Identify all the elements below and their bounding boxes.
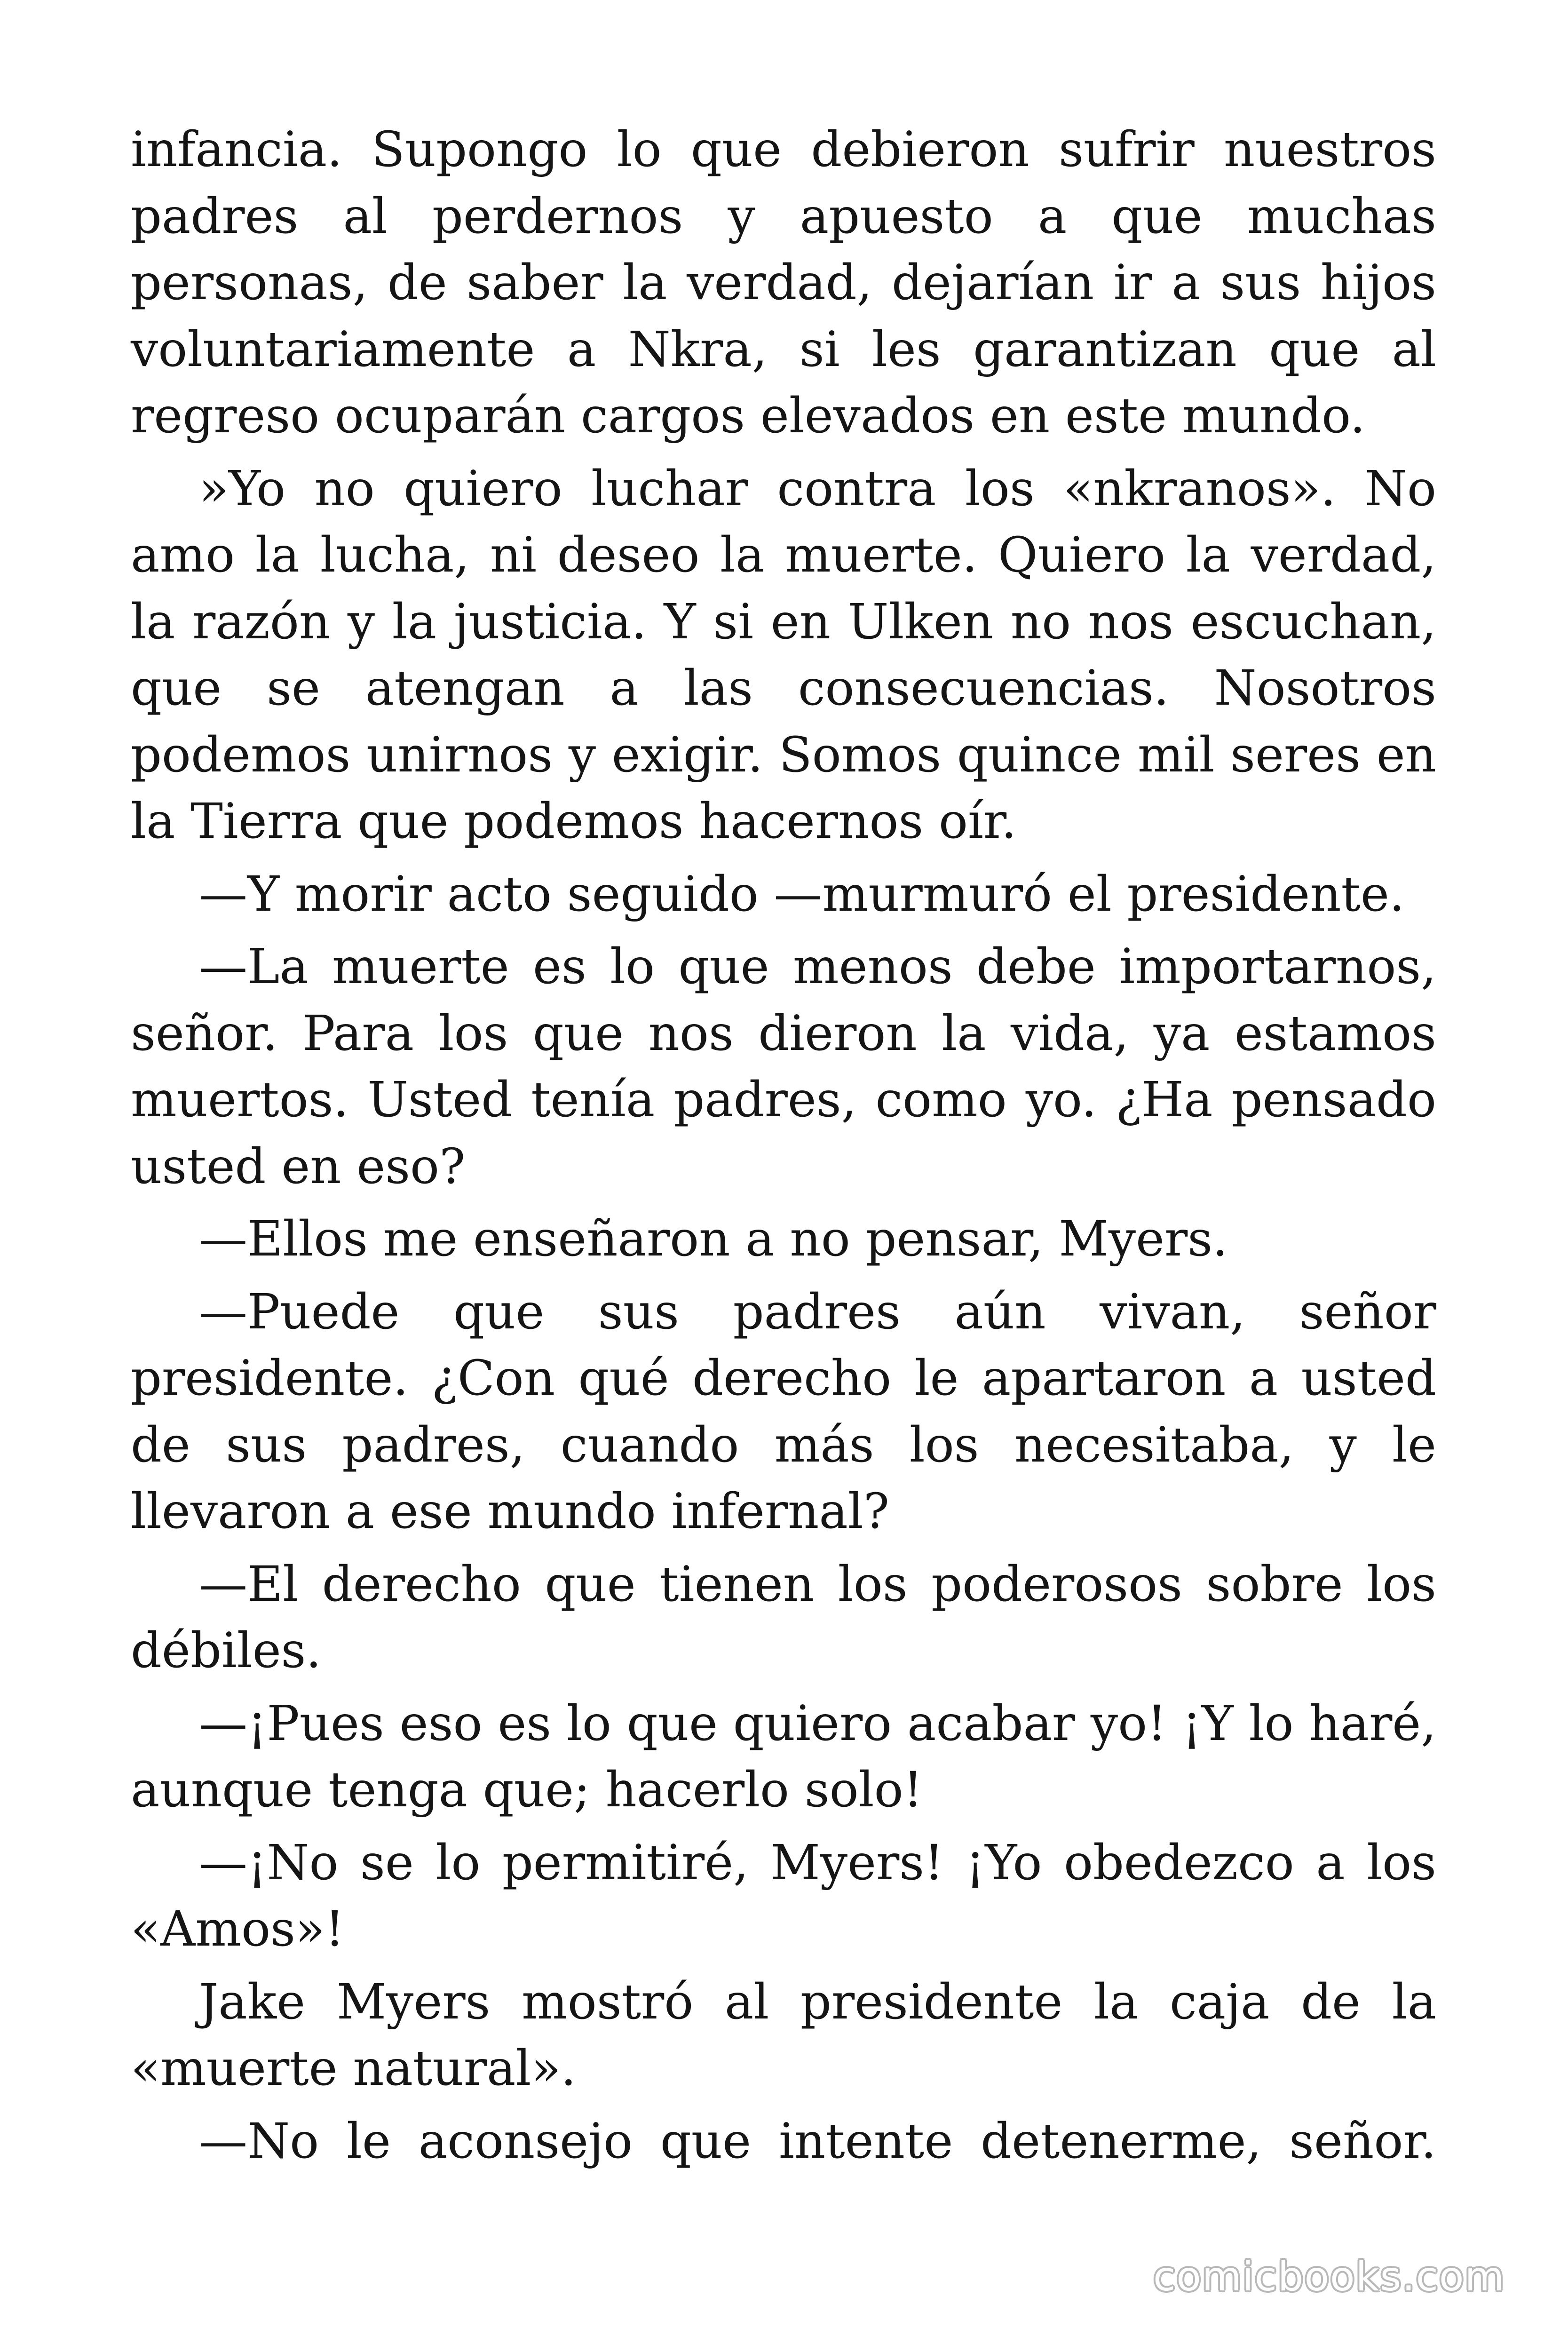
body-text <box>131 117 1436 2181</box>
paragraph: Jake Myers mostró al presidente la caja de la «muerte natural». <box>131 1973 1436 2097</box>
paragraph: —¡Pues eso es lo que quiero acabar yo! ¡Y lo haré, aunque tenga que; hacerlo solo! <box>131 1695 1436 1818</box>
watermark: comicbooks.com <box>1153 2253 1505 2300</box>
paragraph: —Puede que sus padres aún vivan, señor presidente. ¿Con qué derecho le apartaron a usted de sus padres, cuando más los necesitaba, y le llevaron a ese mundo infernal? <box>131 1283 1436 1540</box>
paragraph: —¡No se lo permitiré, Myers! ¡Yo obedezco a los «Amos»! <box>131 1834 1436 1957</box>
paragraph: —No le aconsejo que intente detenerme, señor. <box>199 2113 1436 2169</box>
paragraph: »Yo no quiero luchar contra los «nkranos». No amo la lucha, ni deseo la muerte. Quiero la verdad, la razón y la justicia. Y si en Ulken no nos escuchan, que se atengan a las consecuencias. Nosotros podemos unirnos y exigir. Somos quince mil seres en la Tierra que podemos hacernos oír. <box>131 460 1436 850</box>
paragraph: —Y morir acto seguido —murmuró el presidente. <box>199 866 1405 922</box>
paragraph: —El derecho que tienen los poderosos sobre los débiles. <box>131 1556 1436 1679</box>
paragraph: —La muerte es lo que menos debe importarnos, señor. Para los que nos dieron la vida, ya estamos muertos. Usted tenía padres, como yo. ¿Ha pensado usted en eso? <box>131 938 1436 1195</box>
paragraph: —Ellos me enseñaron a no pensar, Myers. <box>199 1211 1228 1267</box>
paragraph: infancia. Supongo lo que debieron sufrir nuestros padres al perdernos y apuesto a que muchas personas, de saber la verdad, dejarían ir a sus hijos voluntariamente a Nkra, si les garantizan que al regreso ocuparán cargos elevados en este mundo. <box>131 121 1436 444</box>
